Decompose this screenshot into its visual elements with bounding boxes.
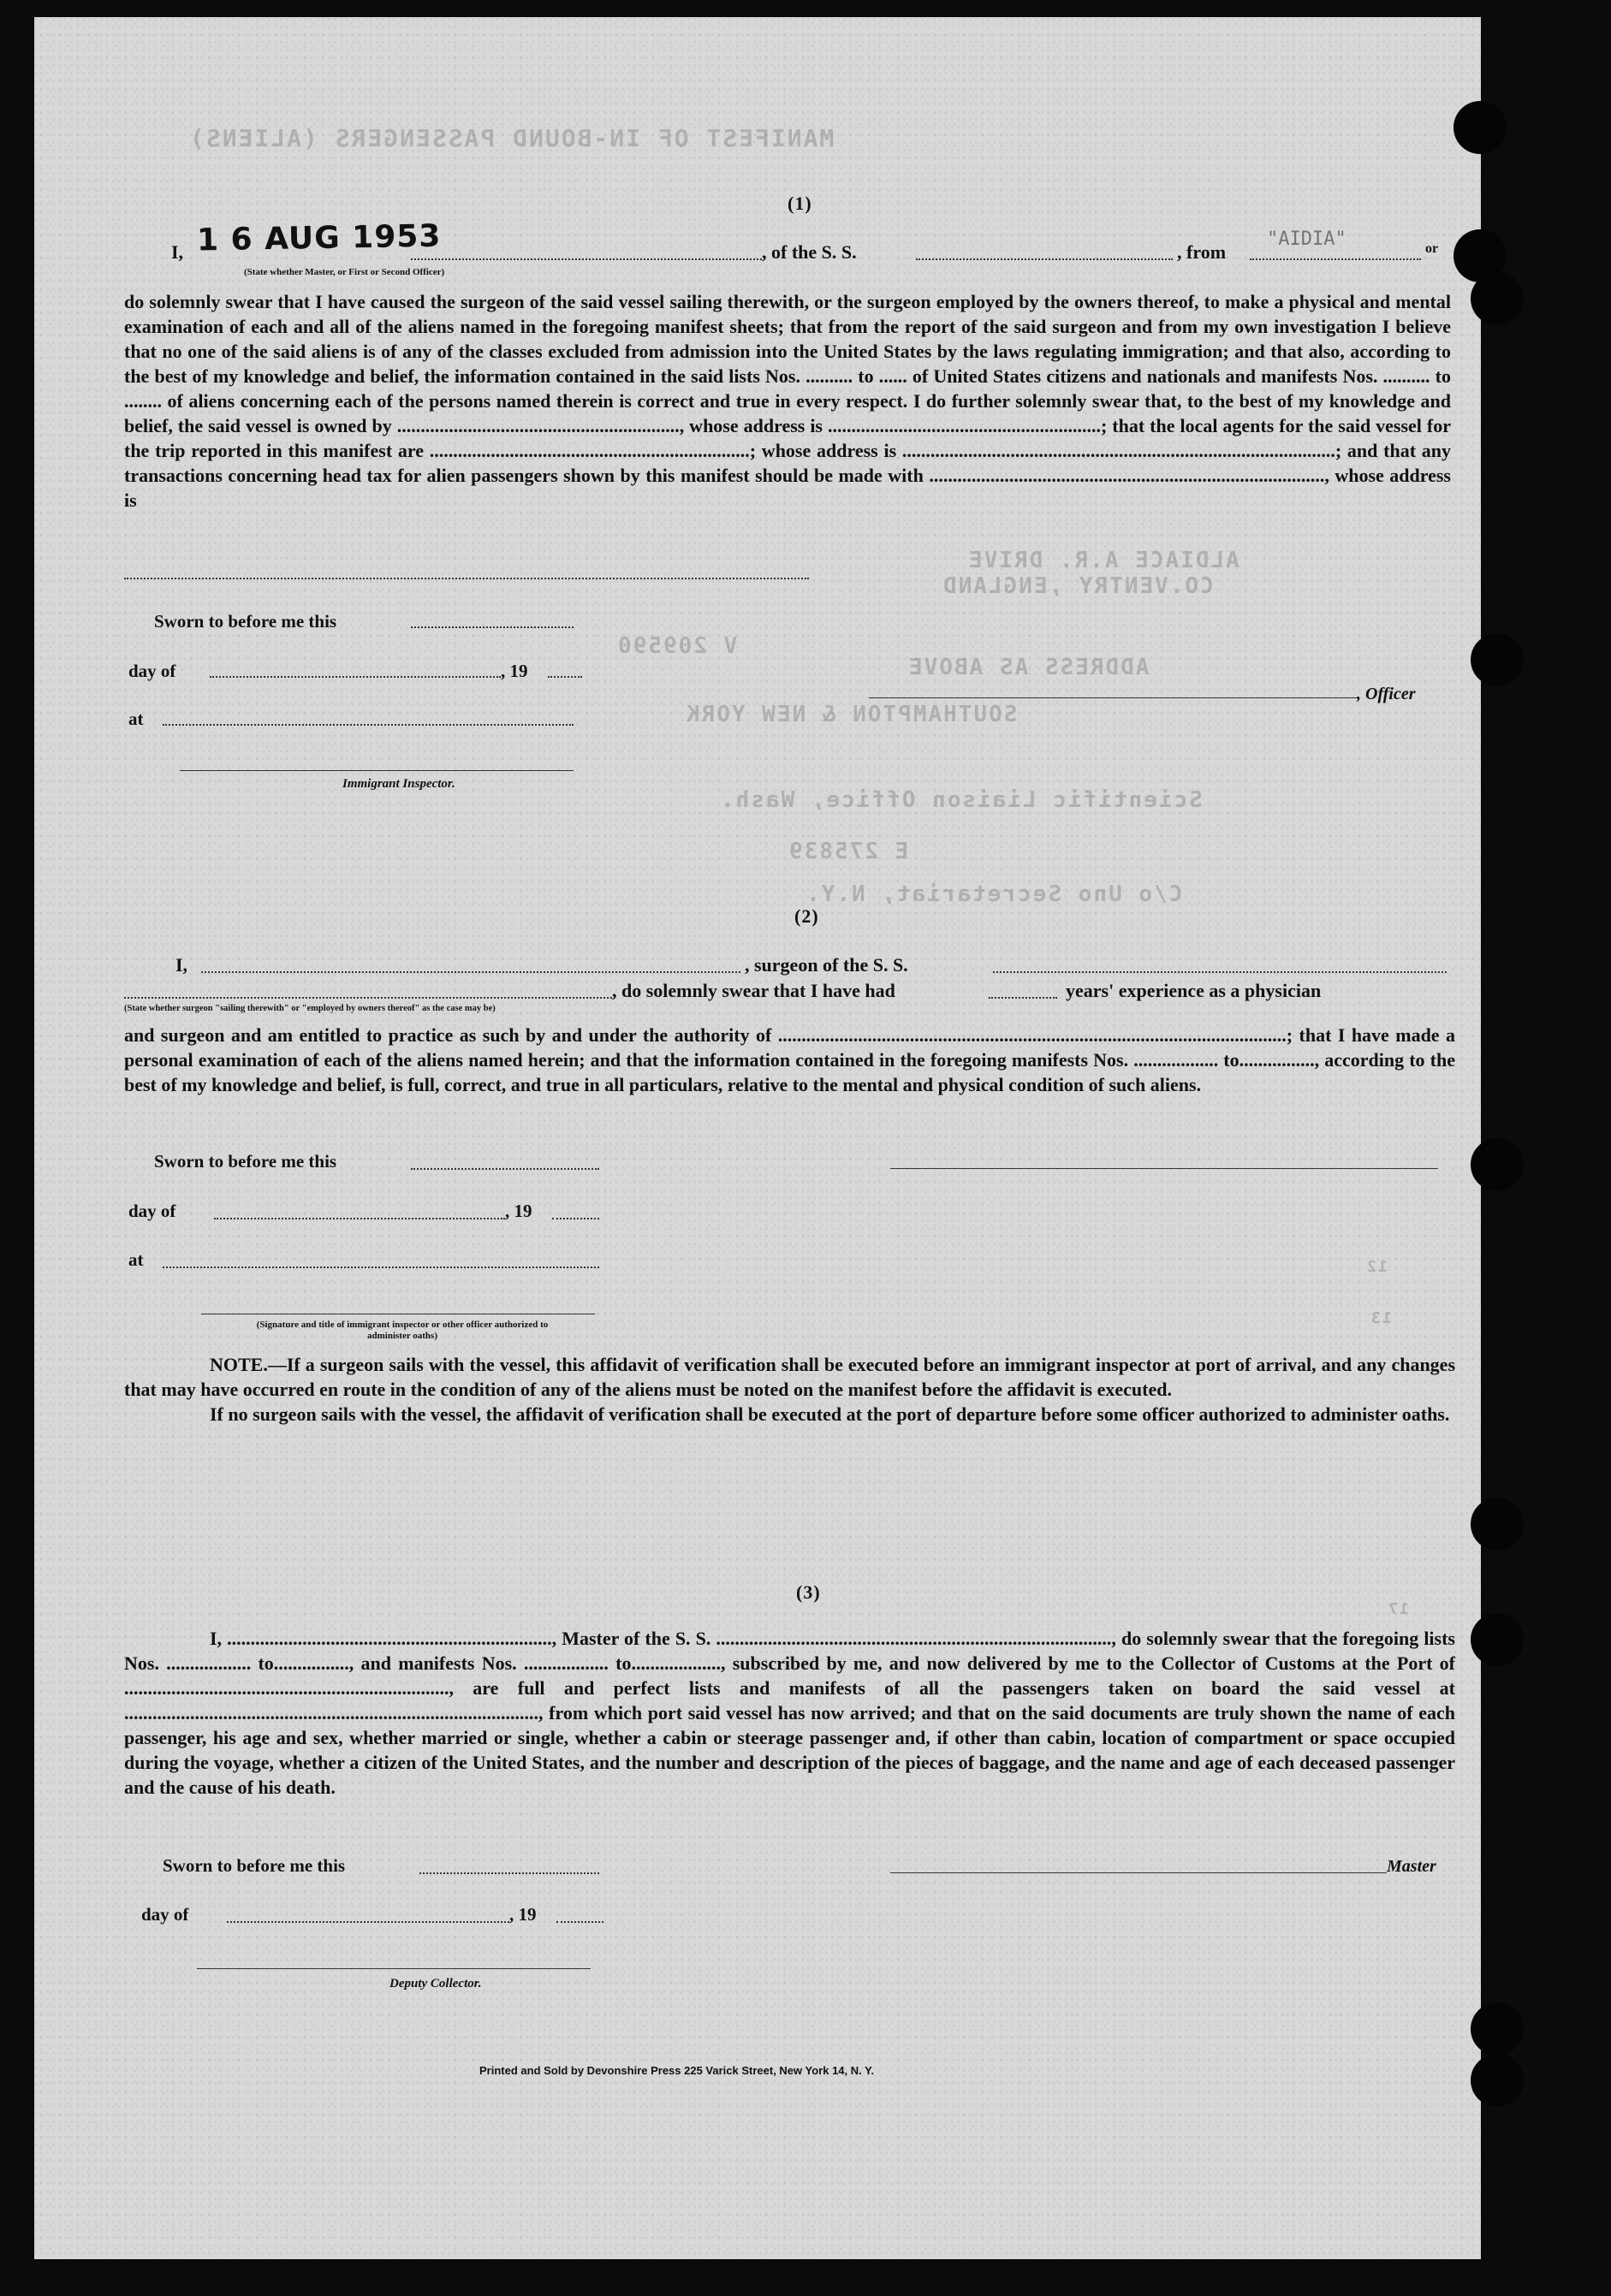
s2-line1-start: I, [175, 954, 188, 976]
s2-sworn-field[interactable] [411, 1168, 599, 1170]
s2-years-field[interactable] [989, 997, 1057, 999]
s1-sworn-field[interactable] [411, 626, 574, 628]
s2-line1-mid: , surgeon of the S. S. [745, 954, 908, 976]
s2-signature-caption: (Signature and title of immigrant inspector or other officer authorized to administer oaths) [256, 1320, 549, 1341]
s1-line1-suffix: or [1425, 241, 1439, 256]
binder-hole [1471, 2002, 1524, 2056]
s2-day-field[interactable] [214, 1218, 505, 1219]
s3-year-field[interactable] [556, 1921, 603, 1923]
s1-line1-end: , from [1177, 241, 1227, 263]
binder-hole [1471, 633, 1524, 686]
section-2-heading: (2) [794, 905, 819, 927]
bleed-through-margin: 12 [1365, 1258, 1388, 1276]
section-1-heading: (1) [788, 193, 812, 214]
bleed-through-list-1: ALDIACE A.R. DRIVE [967, 548, 1239, 573]
s2-line2-mid: , do solemnly swear that I have had [612, 980, 895, 1001]
s3-year: , 19 [509, 1904, 537, 1925]
s1-inspector-signature-line[interactable] [180, 770, 574, 771]
bleed-through-list-5: SOUTHAMPTON & NEW YORK [685, 702, 1018, 727]
s2-year-field[interactable] [552, 1218, 599, 1219]
s1-address-line[interactable] [124, 578, 809, 579]
bleed-through-list-4: ADDRESS AS ABOVE [907, 655, 1150, 680]
s3-deputy-signature-line[interactable] [197, 1968, 591, 1969]
s1-caption: (State whether Master, or First or Second Officer) [244, 267, 445, 277]
s1-line1-start: I, [171, 241, 184, 263]
s3-sworn-field[interactable] [419, 1872, 599, 1874]
s1-inspector-label: Immigrant Inspector. [342, 777, 455, 791]
binder-hole [1471, 1498, 1524, 1551]
s1-from-field[interactable] [1250, 258, 1421, 260]
s2-note2-text: If no surgeon sails with the vessel, the affidavit of verification shall be executed at the port of departure before some officer authorized to administer oaths. [210, 1403, 1450, 1425]
s2-day-of: day of [128, 1201, 176, 1221]
s1-from-value: "AIDIA" [1267, 228, 1346, 250]
s2-note-body: —If a surgeon sails with the vessel, this affidavit of verification shall be executed before an immigrant inspector at port of arrival, and any changes that may have occurred en route in the condition of any of the aliens must be noted on the manifest before the affidavit is executed. [124, 1354, 1455, 1400]
s3-sworn: Sworn to before me this [163, 1855, 346, 1876]
binder-hole [1453, 101, 1507, 154]
manifest-page [34, 17, 1481, 2259]
s2-vessel-field[interactable] [993, 971, 1447, 973]
s2-surgeon-name-field[interactable] [201, 971, 740, 973]
s3-day-of: day of [141, 1904, 189, 1925]
s2-at-field[interactable] [163, 1267, 599, 1268]
s3-master-label: Master [1387, 1857, 1436, 1876]
s1-body-text: do solemnly swear that I have caused the surgeon of the said vessel sailing therewith, or the surgeon employed by the owners thereof, to make a physical and mental examination of each and all of the aliens named in the foregoing manifest sheets; that from the report of the said surgeon and from my own investigation I believe that no one of the said aliens is of any of the classes excluded from admission into the United States by the laws regulating immigration; and that also, according to the best of my knowledge and belief, the information contained in the said lists Nos. .......... to ...... of United States citizens and nationals and manifests Nos. .......... to ........ of aliens concerning each of the persons named therein is correct and true in every respect. I do further solemnly swear that, to the best of my knowledge and belief, the said vessel is owned by ............................................................, whose address is ..........................................................; that the local agents for the said vessel for the trip reported in this manifest are ....................................................................; whose address is ............................................................................................; and that any transactions concerning head tax for alien passengers shown by this manifest should be made with ...................................................................................., whose address is [124, 291, 1451, 511]
s2-surgeon-signature-line[interactable] [890, 1168, 1438, 1169]
s1-line1-mid: , of the S. S. [762, 241, 857, 263]
bleed-through-heading: MANIFEST OF IN-BOUND PASSENGERS (ALIENS) [188, 124, 835, 152]
s2-body-text: and surgeon and am entitled to practice as such by and under the authority of ............................................................................................................; that I have made a personal examination of each of the aliens named herein; and that the information contained in the foregoing manifests Nos. .................. to................, according to the best of my knowledge and belief, is full, correct, and true in all particulars, relative to the mental and physical condition of such aliens. [124, 1024, 1455, 1095]
s2-year: , 19 [505, 1201, 532, 1221]
s1-year: , 19 [501, 661, 528, 681]
bleed-through-list-2: CO.VENTRY ,ENGLAND [942, 573, 1214, 599]
bleed-through-margin-3: 17 [1387, 1600, 1409, 1618]
s2-note [124, 1352, 1455, 1427]
s2-note-text [124, 1352, 1455, 1402]
binder-hole [1471, 2054, 1524, 2107]
s1-officer-name-field[interactable] [411, 258, 762, 260]
s1-day-of: day of [128, 661, 176, 681]
s1-at-field[interactable] [163, 724, 574, 726]
s2-note-label: NOTE. [210, 1354, 268, 1375]
s1-vessel-name-field[interactable] [916, 258, 1173, 260]
bleed-through-list-8: C/o Uno Secretariat, N.Y. [805, 881, 1183, 907]
binder-hole [1471, 1613, 1524, 1666]
s1-year-field[interactable] [548, 676, 582, 678]
bleed-through-list-3: V 209590 [616, 633, 738, 659]
s3-body-text: I, ....................................................................., Master of the S. S. ...................................................................................., do solemnly swear that the foregoing lists Nos. .................. to................, and manifests Nos. .................. to..................., subscribed by me, and now delivered by me to the Collector of Customs at the Port of ....................................................................., are full and perfect lists and manifests of all the passengers taken on board the said vessel at ........................................................................................, from which port said vessel has now arrived; and that on the said documents are truly shown the name of each passenger, his age and sex, whether married or single, whether a cabin or steerage passenger and, if other than cabin, location of compartment or space occupied during the voyage, whether a citizen of the United States, and the number and description of the pieces of baggage, and the name and age of each deceased passenger and the cause of his death. [124, 1628, 1455, 1798]
binder-hole [1471, 1138, 1524, 1191]
s2-at: at [128, 1249, 144, 1270]
s1-officer-signature-line[interactable] [869, 697, 1357, 698]
bleed-through-list-7: E 275839 [788, 839, 909, 864]
s1-body [124, 289, 1451, 513]
s1-sworn: Sworn to before me this [154, 611, 337, 632]
s2-caption: (State whether surgeon "sailing therewith" or "employed by owners thereof" as the case may be) [124, 1004, 496, 1013]
s2-surgeon-type-field[interactable] [124, 997, 612, 999]
s3-body [124, 1626, 1455, 1800]
footer-imprint: Printed and Sold by Devonshire Press 225 Varick Street, New York 14, N. Y. [479, 2064, 874, 2077]
s2-sworn: Sworn to before me this [154, 1151, 337, 1172]
bleed-through-margin-2: 13 [1370, 1309, 1392, 1327]
s1-day-field[interactable] [210, 676, 501, 678]
section-3-heading: (3) [796, 1581, 821, 1603]
date-stamp: 1 6 AUG 1953 [196, 218, 442, 258]
s3-day-field[interactable] [227, 1921, 509, 1923]
s3-master-signature-line[interactable] [890, 1872, 1387, 1873]
s1-officer-label: , Officer [1357, 685, 1416, 703]
binder-hole [1471, 272, 1524, 325]
s2-line2-end: years' experience as a physician [1066, 980, 1322, 1001]
s3-deputy-label: Deputy Collector. [389, 1977, 482, 1990]
s1-at: at [128, 709, 144, 729]
s2-body [124, 1023, 1455, 1097]
bleed-through-list-6: Scientific Liaison Office, Wash. [719, 787, 1203, 813]
